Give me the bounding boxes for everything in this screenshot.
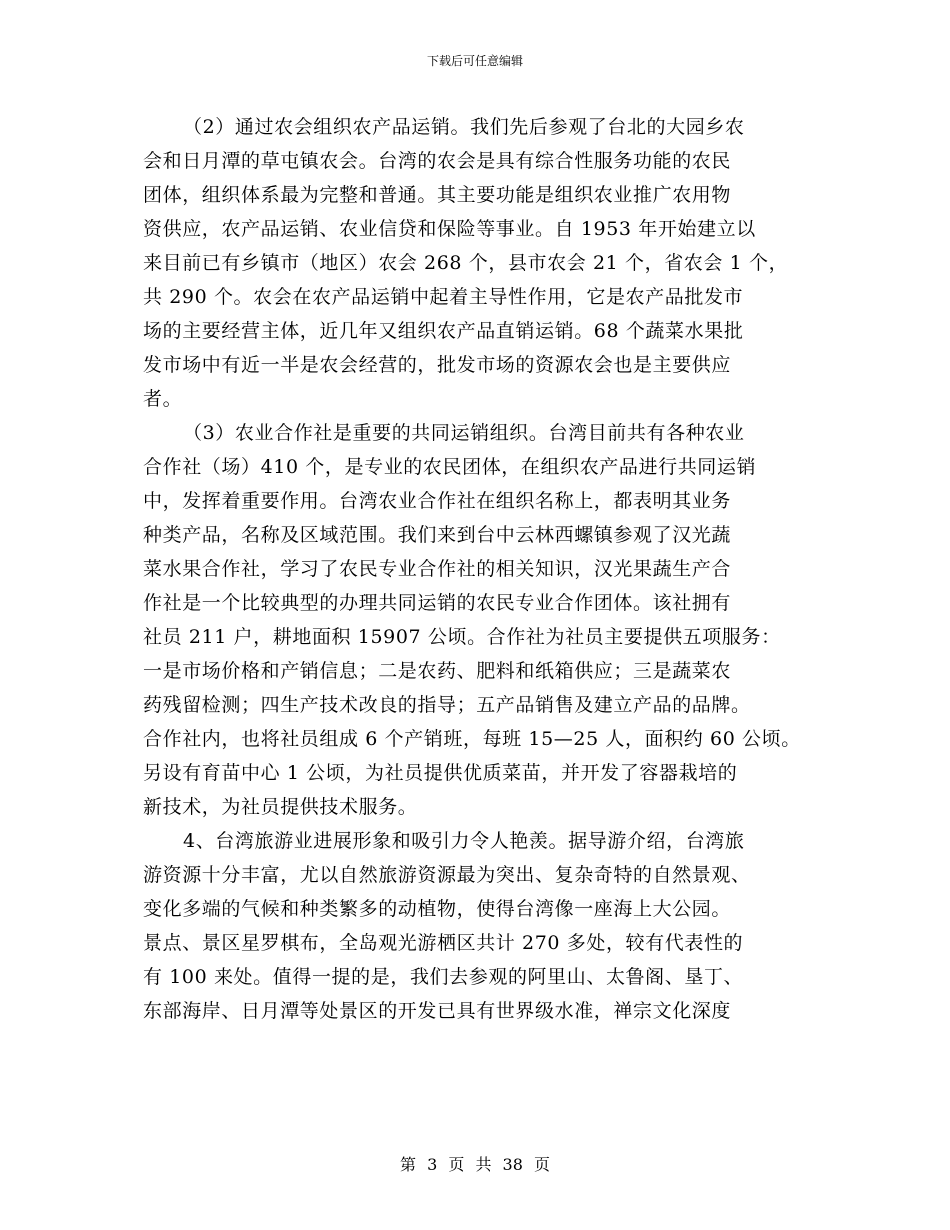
paragraph-line: 合作社（场）410 个，是专业的农民团体，在组织农产品进行共同运销 [143,456,757,478]
paragraph-line: 资供应，农产品运销、农业信贷和保险等事业。自 1953 年开始建立以 [143,218,756,240]
paragraph-line: 来目前已有乡镇市（地区）农会 268 个，县市农会 21 个，省农会 1 个， [143,252,789,274]
paragraph-line: 共 290 个。农会在农产品运销中起着主导性作用，它是农产品批发市 [143,286,744,308]
paragraph-line: 发市场中有近一半是农会经营的，批发市场的资源农会也是主要供应 [143,354,732,376]
paragraph-line: 景点、景区星罗棋布，全岛观光游栖区共计 270 多处，较有代表性的 [143,932,744,954]
paragraph-line: 场的主要经营主体，近几年又组织农产品直销运销。68 个蔬菜水果批 [143,320,744,342]
page-number: 第 3 页 共 38 页 [400,1155,550,1174]
paragraph-line: （2）通过农会组织农产品运销。我们先后参观了台北的大园乡农 [183,116,745,138]
paragraph-line: （3）农业合作社是重要的共同运销组织。台湾目前共有各种农业 [183,422,745,444]
paragraph-line: 变化多端的气候和种类繁多的动植物，使得台湾像一座海上大公园。 [143,898,732,920]
paragraph-line: 东部海岸、日月潭等处景区的开发已具有世界级水准，禅宗文化深度 [143,1000,732,1022]
paragraph-line: 团体，组织体系最为完整和普通。其主要功能是组织农业推广农用物 [143,184,732,206]
paragraph-line: 作社是一个比较典型的办理共同运销的农民专业合作团体。该社拥有 [143,592,732,614]
paragraph-line: 种类产品，名称及区域范围。我们来到台中云林西螺镇参观了汉光蔬 [143,524,732,546]
paragraph-line: 一是市场价格和产销信息；二是农药、肥料和纸箱供应；三是蔬菜农 [143,660,732,682]
paragraph-line: 游资源十分丰富，尤以自然旅游资源最为突出、复杂奇特的自然景观、 [143,864,751,886]
document-body [143,110,833,1028]
paragraph-line: 社员 211 户，耕地面积 15907 公顷。合作社为社员主要提供五项服务： [143,626,781,648]
paragraph-line: 药残留检测；四生产技术改良的指导；五产品销售及建立产品的品牌。 [143,694,751,716]
paragraph-line: 中，发挥着重要作用。台湾农业合作社在组织名称上，都表明其业务 [143,490,732,512]
paragraph-line: 者。 [143,388,183,410]
paragraph-line: 合作社内，也将社员组成 6 个产销班，每班 15—25 人，面积约 60 公顷。 [143,728,801,750]
paragraph-line: 会和日月潭的草屯镇农会。台湾的农会是具有综合性服务功能的农民 [143,150,732,172]
paragraph-line: 有 100 来处。值得一提的是，我们去参观的阿里山、太鲁阁、垦丁、 [143,966,744,988]
paragraph-line: 新技术，为社员提供技术服务。 [143,796,418,818]
paragraph-line: 4、台湾旅游业进展形象和吸引力令人艳羡。据导游介绍，台湾旅 [183,830,745,852]
paragraph-line: 菜水果合作社，学习了农民专业合作社的相关知识，汉光果蔬生产合 [143,558,732,580]
paragraph-line: 另设有育苗中心 1 公顷，为社员提供优质菜苗，并开发了容器栽培的 [143,762,738,784]
page-header: 下载后可任意编辑 [426,54,523,68]
